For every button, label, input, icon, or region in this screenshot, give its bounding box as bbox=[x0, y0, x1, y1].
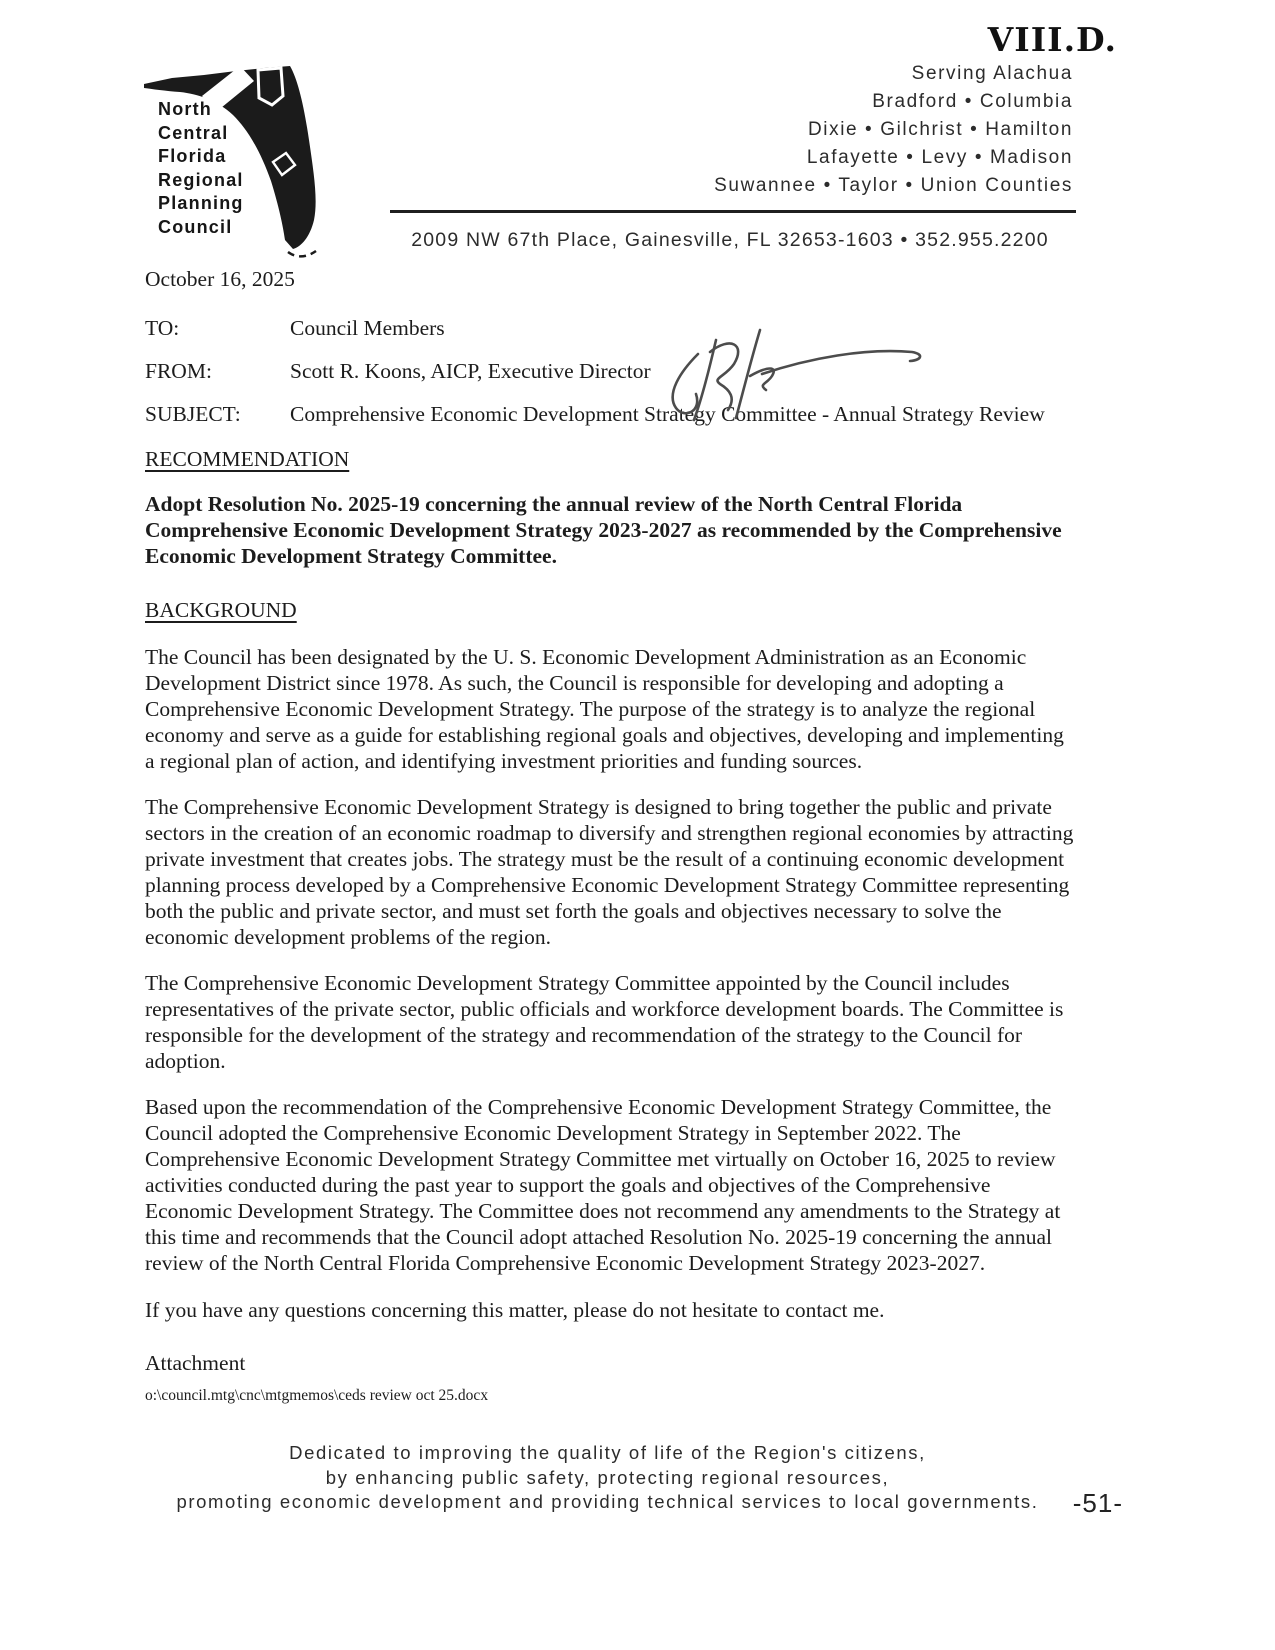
agenda-item-number: VIII.D. bbox=[987, 20, 1117, 59]
logo-line: North bbox=[158, 99, 212, 119]
to-value: Council Members bbox=[290, 316, 445, 340]
memo-date: October 16, 2025 bbox=[145, 267, 295, 291]
council-logo-wordmark bbox=[158, 98, 244, 239]
subject-label: SUBJECT: bbox=[145, 402, 241, 426]
closing-line: If you have any questions concerning this matter, please do not hesitate to contact me. bbox=[145, 1298, 885, 1322]
serving-line: Lafayette • Levy • Madison bbox=[806, 147, 1073, 168]
logo-line: Regional bbox=[158, 169, 244, 190]
page-number: -51- bbox=[1072, 1488, 1123, 1518]
from-value: Scott R. Koons, AICP, Executive Director bbox=[290, 359, 651, 383]
from-label: FROM: bbox=[145, 359, 212, 383]
memo-from-row bbox=[145, 358, 1077, 384]
memo-to-row bbox=[145, 315, 1077, 341]
background-paragraph: The Comprehensive Economic Development Strategy Committee appointed by the Council includes representatives of the private sector, public officials and workforce development boards. The Committee is responsible for the development of the strategy and recommendation of the strategy to the Council for adoption. bbox=[145, 971, 1064, 1073]
footer-line: promoting economic development and providing technical services to local governments. bbox=[176, 1491, 1039, 1512]
background-paragraph: The Council has been designated by the U. S. Economic Development Administration as an Economic Development District since 1978. As such, the Council is responsible for developing and adopting a Comprehensive Economic Development Strategy. The purpose of the strategy is to analyze the regional economy and serve as a guide for establishing regional goals and objectives, developing and implementing a regional plan of action, and identifying investment priorities and funding sources. bbox=[145, 645, 1064, 773]
logo-line: Planning bbox=[158, 193, 244, 213]
recommendation-heading: RECOMMENDATION bbox=[145, 447, 350, 471]
footer-line: by enhancing public safety, protecting regional resources, bbox=[325, 1466, 890, 1488]
council-address: 2009 NW 67th Place, Gainesville, FL 32653-1603 • 352.955.2200 bbox=[411, 229, 1049, 251]
document-file-path: o:\council.mtg\cnc\mtgmemos\ceds review oct 25.docx bbox=[145, 1387, 489, 1404]
memo-subject-row bbox=[145, 401, 1077, 427]
background-paragraph: Based upon the recommendation of the Comprehensive Economic Development Strategy Committee, the Council adopted the Comprehensive Economic Development Strategy in September 2022. The Comprehensive Economic Development Strategy Committee met virtually on October 16, 2025 to review activities conducted during the past year to support the goals and objectives of the Comprehensive Economic Development Strategy. The Committee does not recommend any amendments to the Strategy at this time and recommends that the Council adopt attached Resolution No. 2025-19 concerning the annual review of the North Central Florida Comprehensive Economic Development Strategy 2023-2027. bbox=[145, 1095, 1061, 1275]
memo-body bbox=[145, 262, 1077, 1405]
logo-line: Central bbox=[158, 122, 229, 143]
serving-line: Dixie • Gilchrist • Hamilton bbox=[807, 119, 1073, 140]
background-paragraph: The Comprehensive Economic Development Strategy is designed to bring together the public and private sectors in the creation of an economic roadmap to diversify and strengthen regional economies by attracting private investment that creates jobs. The strategy must be the result of a continuing economic development planning process developed by a Comprehensive Economic Development Strategy Committee representing both the public and private sector, and must set forth the goals and objectives necessary to solve the economic development problems of the region. bbox=[145, 795, 1074, 949]
background-heading: BACKGROUND bbox=[145, 598, 297, 622]
recommendation-text: Adopt Resolution No. 2025-19 concerning the annual review of the North Central Florida Comprehensive Economic Development Strategy 2023-2027 as recommended by the Comprehensive Economic Development Strategy Committee. bbox=[145, 492, 1062, 568]
subject-value: Comprehensive Economic Development Strategy Committee - Annual Strategy Review bbox=[290, 402, 1045, 426]
serving-line: Serving Alachua bbox=[911, 63, 1073, 84]
footer-line: Dedicated to improving the quality of life of the Region's citizens, bbox=[289, 1442, 926, 1463]
serving-line: Bradford • Columbia bbox=[872, 91, 1073, 112]
logo-line: Council bbox=[158, 216, 233, 237]
serving-line: Suwannee • Taylor • Union Counties bbox=[714, 175, 1073, 196]
logo-line: Florida bbox=[158, 146, 227, 166]
memo-header-block bbox=[145, 315, 1077, 427]
council-logo bbox=[138, 50, 350, 262]
serving-counties-list bbox=[714, 60, 1073, 200]
attachment-label: Attachment bbox=[145, 1351, 246, 1375]
to-label: TO: bbox=[145, 316, 180, 340]
letterhead-divider bbox=[390, 210, 1076, 213]
